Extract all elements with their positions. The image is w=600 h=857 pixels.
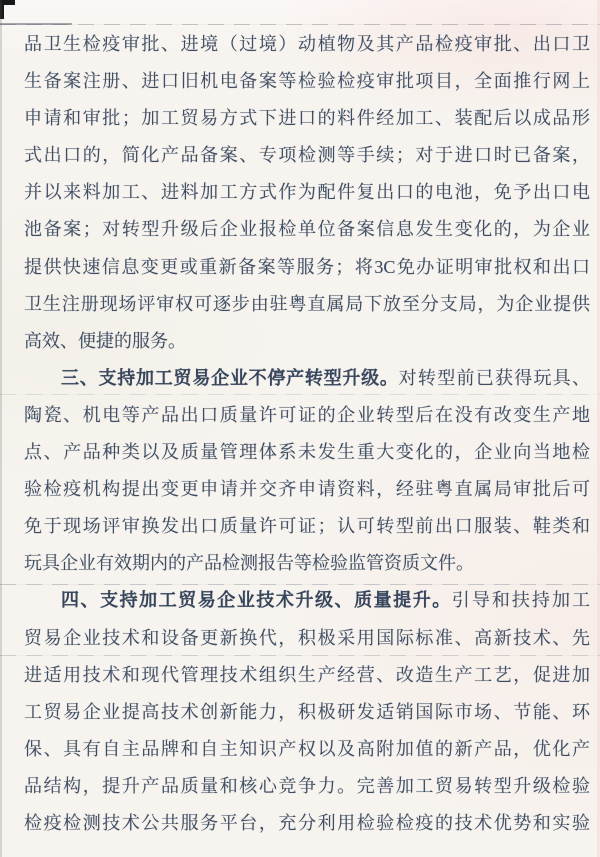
text-line <box>24 508 590 545</box>
line-text: 保、具有自主品牌和自主知识产权以及高附加值的新产品，优化产 <box>24 738 590 759</box>
line-text: 免于现场评审换发出口质量许可证；认可转型前出口服装、鞋类和 <box>24 516 590 537</box>
section-heading: 四、支持加工贸易企业技术升级、质量提升。 <box>61 590 452 611</box>
line-text: 对转型前已获得玩具、 <box>398 367 590 388</box>
line-text: 品卫生检疫审批、进境（过境）动植物及其产品检疫审批、出口卫 <box>24 34 590 54</box>
text-line <box>24 657 590 694</box>
line-text: 池备案；对转型升级后企业报检单位备案信息发生变化的，为企业 <box>24 219 590 240</box>
line-text: 进适用技术和现代管理技术组织生产经营、改造生产工艺，促进加 <box>24 664 590 685</box>
fold-line <box>0 24 600 25</box>
text-line <box>24 434 590 471</box>
line-text: 提供快速信息变更或重新备案等服务；将3C免办证明审批权和出口 <box>24 256 590 277</box>
text-line <box>24 249 590 286</box>
scan-edge-shadow <box>0 0 2 857</box>
line-text: 工贸易企业提高技术创新能力，积极研发适销国际市场、节能、环 <box>24 701 590 722</box>
line-text: 玩具企业有效期内的产品检测报告等检验监管资质文件。 <box>24 553 474 574</box>
line-text: 申请和审批；加工贸易方式下进口的料件经加工、装配后以成品形 <box>24 108 590 129</box>
line-text: 生备案注册、进口旧机电备案等检验检疫审批项目，全面推行网上 <box>24 71 590 92</box>
line-text: 验检疫机构提出变更申请并交齐申请资料，经驻粤直属局审批后可 <box>24 479 590 500</box>
line-text: 引导和扶持加工 <box>451 590 590 611</box>
text-line <box>24 100 590 137</box>
text-line <box>24 582 590 619</box>
text-line <box>24 360 590 397</box>
line-text: 点、产品种类以及质量管理体系未发生重大变化的，企业向当地检 <box>24 442 590 463</box>
text-line <box>24 620 590 657</box>
text-line <box>24 174 590 211</box>
text-line <box>24 694 590 731</box>
text-line <box>24 397 590 434</box>
text-line <box>24 731 590 768</box>
text-line <box>24 211 590 248</box>
line-text: 并以来料加工、进料加工方式作为配件复出口的电池，免予出口电 <box>24 182 590 203</box>
text-line <box>24 26 590 63</box>
text-line <box>24 805 590 842</box>
text-line <box>24 471 590 508</box>
line-text: 卫生注册现场评审权可逐步由驻粤直属局下放至分支局，为企业提供 <box>24 293 590 314</box>
text-line <box>24 545 590 582</box>
line-text: 式出口的，简化产品备案、专项检测等手续；对于进口时已备案， <box>24 145 590 166</box>
document-text-block <box>24 26 590 842</box>
text-line <box>24 137 590 174</box>
section-heading: 三、支持加工贸易企业不停产转型升级。 <box>61 367 399 388</box>
line-text: 贸易企业技术和设备更新换代，积极采用国际标准、高新技术、先 <box>24 627 590 648</box>
text-line <box>24 768 590 805</box>
fold-line <box>0 23 72 25</box>
text-line <box>24 63 590 100</box>
line-text: 高效、便捷的服务。 <box>24 330 186 351</box>
line-text: 检疫检测技术公共服务平台，充分利用检验检疫的技术优势和实验 <box>24 812 590 833</box>
line-text: 品结构，提升产品质量和核心竞争力。完善加工贸易转型升级检验 <box>24 775 590 796</box>
line-text: 陶瓷、机电等产品出口质量许可证的企业转型后在没有改变生产地 <box>24 404 590 425</box>
text-line <box>24 286 590 323</box>
text-line <box>24 323 590 360</box>
